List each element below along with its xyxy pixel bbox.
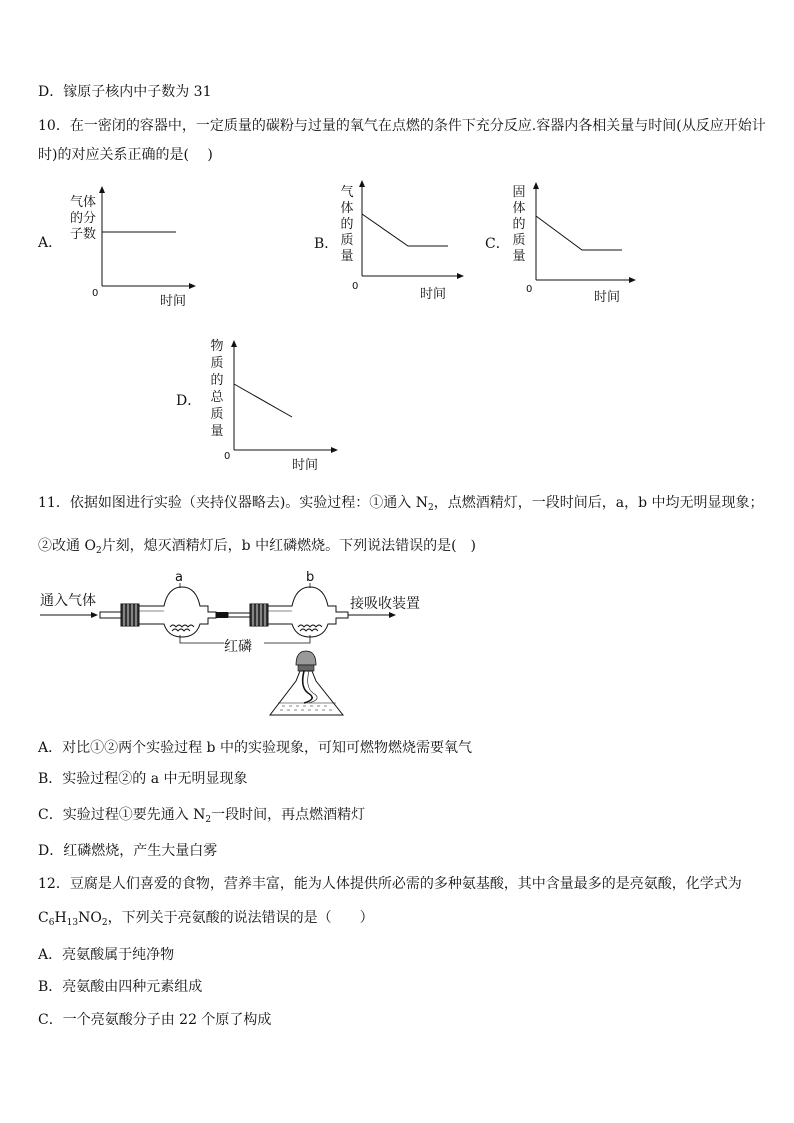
- formula-subscript: 6: [48, 918, 55, 928]
- graph-a-option-label: A．: [38, 235, 63, 251]
- graph-a-ylabel-line: 的分: [69, 211, 96, 226]
- q11-stem-line1: [38, 493, 763, 518]
- graph-d-ylabel-char: 质: [210, 407, 224, 422]
- graph-d-ylabel-char: 物: [210, 339, 224, 354]
- graph-a-xlabel: 时间: [160, 294, 187, 309]
- graph-d-option-label: D．: [176, 393, 202, 409]
- q11-stem-line2-subscript: 2: [95, 546, 102, 556]
- q11-stem-line2-text-post: 片刻，熄灭酒精灯后，b 中红磷燃烧。下列说法错误的是( ): [101, 538, 477, 554]
- q12-option-a: A．亮氨酸属于纯净物: [38, 947, 175, 963]
- graph-b-ylabel-char: 量: [340, 249, 354, 264]
- q11-stem-line1-subscript: 2: [427, 503, 434, 513]
- q10-stem-line2: 时)的对应关系正确的是( ): [38, 147, 213, 163]
- graph-a-axes: [96, 186, 196, 292]
- q11-option-c-text: C．实验过程①要先通入 N: [38, 807, 206, 823]
- q9-option-d: D．镓原子核内中子数为 31: [38, 84, 212, 100]
- q12-option-c: C．一个亮氨酸分子由 22 个原了构成: [38, 1012, 272, 1028]
- label-b: b: [306, 570, 315, 585]
- q11-option-a: A．对比①②两个实验过程 b 中的实验现象，可知可燃物燃烧需要氧气: [38, 740, 472, 756]
- graph-c-ylabel: [512, 185, 526, 265]
- connector: [216, 612, 228, 618]
- graph-d-ylabel-char: 质: [210, 356, 224, 371]
- q10-stem-line1: 10．在一密闭的容器中，一定质量的碳粉与过量的氧气在点燃的条件下充分反应.容器内各相关量与时间(从反应开始计: [38, 118, 766, 134]
- q11-option-c-subscript: 2: [205, 815, 212, 825]
- graph-c-origin: 0: [526, 284, 533, 295]
- formula-element: H: [54, 910, 67, 926]
- q12-option-b: B．亮氨酸由四种元素组成: [38, 979, 203, 995]
- graph-a-ylabel-line: 气体: [69, 195, 96, 210]
- graph-c-ylabel-char: 质: [512, 233, 526, 248]
- formula-subscript: 2: [101, 918, 108, 928]
- q11-option-b: B．实验过程②的 a 中无明显现象: [38, 771, 248, 787]
- graph-a-origin: 0: [92, 288, 99, 299]
- phosphorus-label: 红磷: [224, 639, 252, 655]
- q12-formula: [38, 910, 108, 926]
- graph-d-ylabel-char: 总: [210, 390, 224, 405]
- graph-b-option-label: B．: [314, 236, 339, 252]
- graph-d-axes: [228, 340, 340, 454]
- graph-c-ylabel-char: 体: [512, 201, 526, 216]
- formula-element: C: [38, 910, 49, 926]
- graph-c-ylabel-char: 量: [512, 249, 526, 264]
- q11-stem-line2-text: ②改通 O: [38, 538, 96, 554]
- phosphorus-b: [298, 625, 322, 631]
- graph-d-ylabel-char: 的: [210, 373, 224, 388]
- graph-b-ylabel-char: 气: [340, 185, 354, 200]
- graph-d-xlabel: 时间: [292, 458, 319, 473]
- graph-b-ylabel: [340, 185, 354, 265]
- q12-stem-line1: 12．豆腐是人们喜爱的食物，营养丰富，能为人体提供所必需的多种氨基酸，其中含量最多的是亮氨酸，化学式为: [38, 876, 742, 892]
- phosphorus-a: [170, 625, 194, 631]
- graph-b-ylabel-char: 质: [340, 233, 354, 248]
- q12-stem-line2-text: ，下列关于亮氨酸的说法错误的是（ ）: [107, 910, 374, 926]
- graph-d-ylabel-char: 量: [210, 424, 224, 439]
- graph-b-ylabel-char: 体: [340, 201, 354, 216]
- graph-b-axes: [356, 180, 466, 282]
- q11-option-c-text-post: 一段时间，再点燃酒精灯: [211, 807, 366, 823]
- q11-option-d: D．红磷燃烧，产生大量白雾: [38, 843, 218, 859]
- graph-c-ylabel-char: 的: [512, 217, 526, 232]
- graph-b-xlabel: 时间: [420, 287, 447, 302]
- graph-a-ylabel-line: 子数: [69, 227, 96, 242]
- q11-stem-line1-text: 11．依据如图进行实验（夹持仪器略去)。实验过程：①通入 N: [38, 495, 428, 511]
- graph-c-xlabel: 时间: [594, 290, 621, 305]
- q12-stem-line2: [38, 908, 374, 933]
- q11-option-c: [38, 805, 365, 830]
- graph-c-ylabel-char: 固: [512, 185, 526, 200]
- label-a: a: [175, 570, 183, 585]
- alcohol-lamp: [270, 651, 343, 715]
- graph-b-origin: 0: [352, 281, 359, 292]
- formula-subscript: 13: [66, 918, 79, 928]
- graph-d-curve: [234, 384, 292, 417]
- graph-d-origin: 0: [224, 451, 231, 462]
- q11-stem-line2: [38, 536, 476, 561]
- graph-d-ylabel: [210, 338, 224, 440]
- graph-c-curve: [536, 216, 622, 250]
- graph-b-curve: [362, 214, 448, 246]
- tube-a: [139, 587, 216, 637]
- graph-b-ylabel-char: 的: [340, 217, 354, 232]
- graph-c-axes: [530, 182, 638, 286]
- graph-a-ylabel: [66, 195, 100, 243]
- formula-element: NO: [78, 910, 102, 926]
- inlet-label: 通入气体: [40, 593, 96, 609]
- graph-c-option-label: C．: [485, 236, 510, 252]
- q11-stem-line1-text-post: ，点燃酒精灯，一段时间后，a，b 中均无明显现象；: [433, 495, 764, 511]
- apparatus-drawing: [38, 575, 438, 725]
- outlet-label: 接吸收装置: [350, 596, 420, 612]
